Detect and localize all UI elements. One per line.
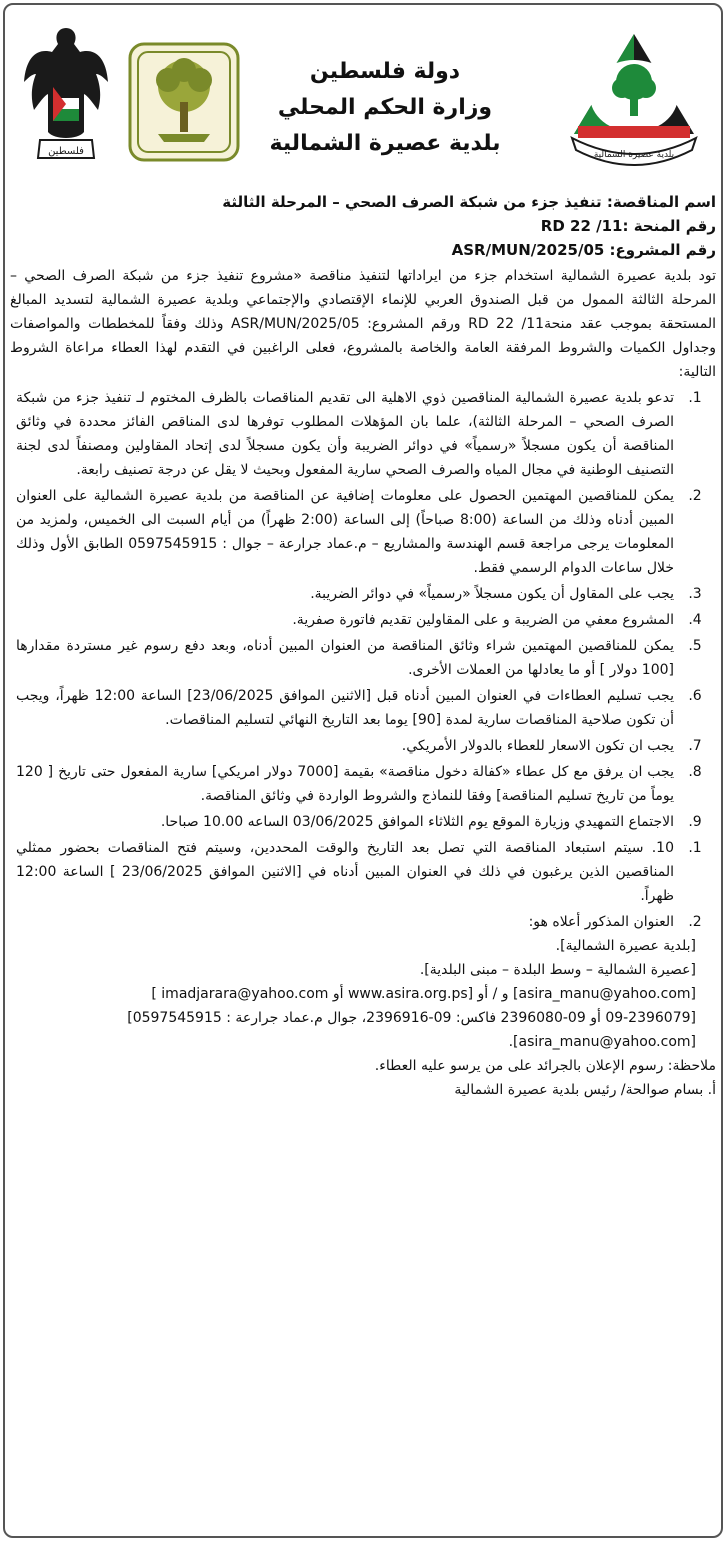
municipality-logo-icon — [564, 30, 704, 170]
item-text: المشروع معفي من الضريبة و على المقاولين تقديم فاتورة صفرية. — [292, 612, 674, 628]
condition-item-3 — [10, 582, 716, 606]
olive-tree-seal-icon — [128, 42, 240, 162]
condition-item-10 — [10, 836, 716, 908]
item-number: 4. — [688, 612, 702, 628]
item-text: الاجتماع التمهيدي وزيارة الموقع يوم الثلاثاء الموافق 03/06/2025 الساعه 10.00 صباحا. — [160, 814, 674, 830]
item-number: 1. — [688, 840, 702, 856]
intro-paragraph: تود بلدية عصيرة الشمالية استخدام جزء من ايراداتها لتنفيذ مناقصة «مشروع تنفيذ جزء من شبكة الصرف الصحي – المرحلة الثالثة الممول من قبل الصندوق العربي للإنماء الإقتصادي والإجتماعي وبلدية عصيرة الشمالية لتسديد المبالغ المستحقة بموجب عقد منحة11/ 22 RD ورقم المشروع: ASR/MUN/2025/05 وذلك وفقاً للمخططات والمواصفات وجداول الكميات والشروط المرفقة العامة والخاصة بالمشروع، فعلى الراغبين في التقدم لهذا العطاء مراعاة الشروط التالية: — [10, 268, 716, 380]
tender-notice — [10, 190, 716, 1102]
condition-item-5 — [10, 634, 716, 682]
ministry-title: وزارة الحكم المحلي — [277, 95, 493, 120]
condition-item-2 — [10, 484, 716, 580]
item-text: يمكن للمناقصين المهتمين الحصول على معلومات إضافية عن المناقصة من بلدية عصيرة الشمالية على العنوان المبين أدناه وذلك من الساعة (8:00 صباحاً) إلى الساعة (2:00 ظهراً) من أيام السبت الى الخميس، ولمزيد من المعلومات يرجى مراجعة قسم الهندسة والمشاريع – م.عماد جرارعة – جوال : 0597545915 الطابق الأول وذلك خلال ساعات الدوام الرسمي فقط. — [16, 488, 674, 576]
condition-item-6 — [10, 684, 716, 732]
letterhead — [10, 18, 718, 176]
item-text: يجب ان تكون الاسعار للعطاء بالدولار الأمريكي. — [401, 738, 674, 754]
state-title: دولة فلسطين — [309, 59, 461, 84]
address-email-2: [asira_manu@yahoo.com]. — [508, 1034, 696, 1050]
municipality-title: بلدية عصيرة الشمالية — [269, 131, 501, 156]
address-line-1: [بلدية عصيرة الشمالية]. — [555, 938, 696, 954]
grant-number: رقم المنحة :11/ 22 RD — [540, 217, 716, 235]
advertising-note: ملاحظة: رسوم الإعلان بالجرائد على من يرسو عليه العطاء. — [374, 1058, 716, 1074]
item-number: 6. — [688, 688, 702, 704]
item-number: 7. — [688, 738, 702, 754]
address-emails: [asira_manu@yahoo.com] و / أو [www.asira.org.ps أو imadjarara@yahoo.com ] — [151, 986, 696, 1002]
item-number: 9. — [688, 814, 702, 830]
item-number: 5. — [688, 638, 702, 654]
item-text: 10. سيتم استبعاد المناقصة التي تصل بعد التاريخ والوقت المحددين، وسيتم فتح المناقصات بحضور ممثلي المناقصين الذين يرغبون في ذلك في العنوان المبين أدناه في [الاثنين الموافق 23/06/2025 ] الساعة 12:00 ظهراً. — [16, 840, 674, 904]
emblem-caption: فلسطين — [48, 146, 84, 157]
item-number: 1. — [688, 390, 702, 406]
item-number: 2. — [688, 488, 702, 504]
condition-item-4 — [10, 608, 716, 632]
item-text: تدعو بلدية عصيرة الشمالية المناقصين ذوي الاهلية الى تقديم المناقصات بالظرف المختوم لـ تنفيذ جزء من شبكة الصرف الصحي – المرحلة الثالثة)، علما بان المؤهلات المطلوب توفرها لدى المناقص الفائز محددة في وثائق المناقصة أن يكون مسجلاً «رسمياً» في دوائر الضريبة وأن يكون مسجلاً لدى إتحاد المقاولين ومصنفاً لدى لجنة التصنيف الوطنية في مجال المياه والصرف الصحي سارية المفعول وبحيث لا يقل عن درجة تصنيف رابعة. — [16, 390, 674, 478]
signature: أ. بسام صوالحة/ رئيس بلدية عصيرة الشمالية — [454, 1082, 716, 1098]
condition-item-8 — [10, 760, 716, 808]
tender-name: اسم المناقصة: تنفيذ جزء من شبكة الصرف الصحي – المرحلة الثالثة — [222, 193, 716, 211]
condition-item-1 — [10, 386, 716, 482]
palestine-eagle-emblem-icon — [18, 22, 114, 172]
logo-caption: بلدية عصيرة الشمالية — [593, 150, 675, 160]
address-line-2: [عصيرة الشمالية – وسط البلدة – مبنى البلدية]. — [419, 962, 696, 978]
address-phones: [09-2396079 أو 09-2396080 فاكس: 09-2396916، جوال م.عماد جرارعة : 0597545915] — [127, 1010, 696, 1026]
project-number: رقم المشروع: ASR/MUN/2025/05 — [451, 241, 716, 259]
item-text: العنوان المذكور أعلاه هو: — [528, 914, 674, 930]
address-heading-item — [10, 910, 716, 934]
item-text: يجب على المقاول أن يكون مسجلاً «رسمياً» في دوائر الضريبة. — [310, 586, 674, 602]
condition-item-9 — [10, 810, 716, 834]
letterhead-titles — [240, 54, 530, 162]
item-text: يجب ان يرفق مع كل عطاء «كفالة دخول مناقصة» بقيمة [7000 دولار امريكي] سارية المفعول حتى تاريخ [ 120 يوماً من تاريخ تسليم المناقصة] وفقا للنماذج والشروط الواردة في وثائق المناقصة. — [16, 764, 674, 804]
item-number: 2. — [688, 914, 702, 930]
condition-item-7 — [10, 734, 716, 758]
item-text: يجب تسليم العطاءات في العنوان المبين أدناه قبل [الاثنين الموافق 23/06/2025] الساعة 12:00 ظهراً، ويجب أن تكون صلاحية المناقصات سارية لمدة [90] يوما بعد التاريخ النهائي لتسليم المناقصات. — [16, 688, 674, 728]
item-number: 3. — [688, 586, 702, 602]
item-number: 8. — [688, 764, 702, 780]
item-text: يمكن للمناقصين المهتمين شراء وثائق المناقصة من العنوان المبين أدناه، وبعد دفع رسوم غير مستردة مقدارها [100 دولار ] أو ما يعادلها من العملات الأخرى. — [16, 638, 674, 678]
